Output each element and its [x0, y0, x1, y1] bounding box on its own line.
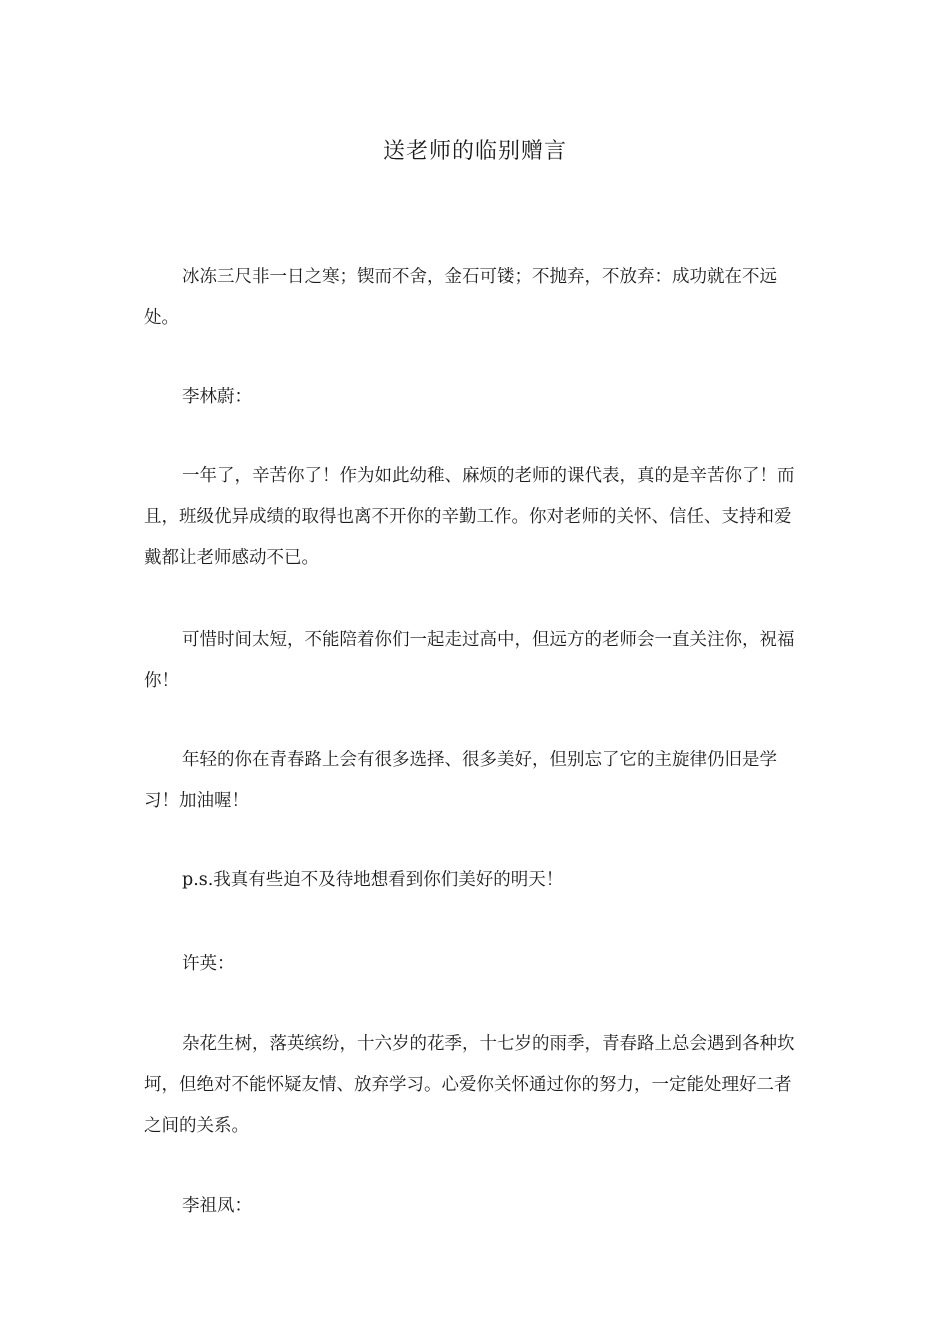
paragraph-message-li-linwei-2: 可惜时间太短，不能陪着你们一起走过高中，但远方的老师会一直关注你，祝福你！ [144, 630, 795, 691]
document-title: 送老师的临别赠言 [382, 139, 567, 164]
paragraph-addressee-xu-ying: 许英： [182, 954, 235, 974]
paragraph-addressee-li-linwei: 李林蔚： [182, 387, 252, 407]
paragraph-motto: 冰冻三尺非一日之寒；锲而不舍，金石可镂；不抛弃，不放弃：成功就在不远处。 [144, 267, 777, 328]
paragraph-addressee-li-zufeng: 李祖凤： [182, 1196, 252, 1216]
paragraph-message-li-linwei-3: 年轻的你在青春路上会有很多选择、很多美好，但别忘了它的主旋律仍旧是学习！加油喔！ [144, 750, 777, 811]
paragraph-message-xu-ying: 杂花生树，落英缤纷，十六岁的花季，十七岁的雨季，青春路上总会遇到各种坎坷，但绝对不能怀疑友情、放弃学习。心爱你关怀通过你的努力，一定能处理好二者之间的关系。 [144, 1034, 795, 1136]
paragraph-postscript: p.s.我真有些迫不及待地想看到你们美好的明天！ [182, 870, 564, 890]
paragraph-message-li-linwei-1: 一年了，辛苦你了！作为如此幼稚、麻烦的老师的课代表，真的是辛苦你了！而且，班级优异成绩的取得也离不开你的辛勤工作。你对老师的关怀、信任、支持和爱戴都让老师感动不已。 [144, 466, 795, 568]
